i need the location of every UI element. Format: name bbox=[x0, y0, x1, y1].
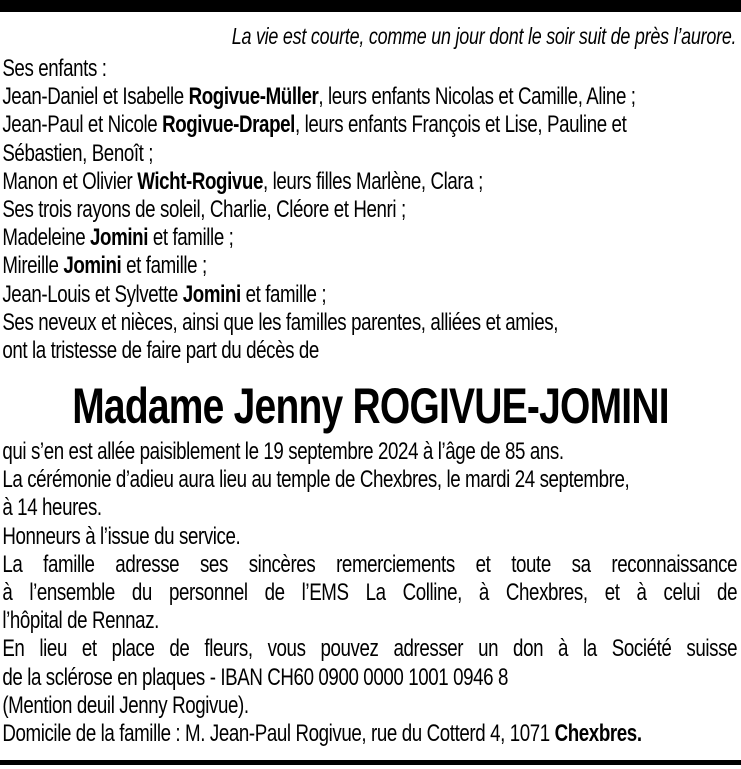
line-text: (Mention deuil Jenny Rogivue). bbox=[2, 691, 249, 719]
line-text: En lieu et place de fleurs, vous pouvez adresser un don à la Société suisse bbox=[2, 635, 738, 663]
line-text: , leurs enfants Nicolas et Camille, Aline ; bbox=[318, 83, 636, 111]
deceased-name-title: Madame Jenny ROGIVUE-JOMINI bbox=[72, 378, 669, 435]
line-text: Ses neveux et nièces, ainsi que les familles parentes, alliées et amies, bbox=[2, 308, 559, 336]
notice-line bbox=[2, 196, 737, 224]
details-section bbox=[0, 438, 741, 748]
notice-line bbox=[2, 309, 737, 337]
family-name-bold: Rogivue-Drapel bbox=[162, 111, 295, 139]
notice-line bbox=[2, 252, 737, 280]
notice-line bbox=[2, 281, 737, 309]
notice-line bbox=[2, 551, 737, 579]
family-name-bold: Jomini bbox=[182, 280, 241, 308]
line-text: Manon et Olivier bbox=[2, 167, 138, 195]
line-text: La cérémonie d’adieu aura lieu au temple de Chexbres, le mardi 24 septembre, bbox=[2, 466, 630, 494]
family-name-bold: Jomini bbox=[90, 224, 149, 252]
line-text: , leurs enfants François et Lise, Pauline et bbox=[294, 111, 627, 139]
epigraph-quote: La vie est courte, comme un jour dont le soir suit de près l’aurore. bbox=[231, 23, 737, 49]
family-section bbox=[0, 55, 741, 365]
notice-line bbox=[2, 140, 737, 168]
notice-line bbox=[2, 692, 737, 720]
line-text: Jean-Louis et Sylvette bbox=[2, 280, 183, 308]
notice-line bbox=[2, 438, 737, 466]
family-name-bold: Wicht-Rogivue bbox=[137, 167, 264, 195]
notice-line bbox=[2, 579, 737, 607]
notice-line bbox=[2, 523, 737, 551]
line-text: qui s’en est allée paisiblement le 19 septembre 2024 à l’âge de 85 ans. bbox=[2, 438, 564, 466]
line-text: Ses enfants : bbox=[2, 55, 107, 82]
family-name-bold: Jomini bbox=[63, 252, 122, 280]
line-text: La famille adresse ses sincères remerciements et toute sa reconnaissance bbox=[2, 550, 738, 578]
line-text: Domicile de la famille : M. Jean-Paul Rogivue, rue du Cotterd 4, 1071 bbox=[2, 720, 555, 748]
notice-line bbox=[2, 664, 737, 692]
notice-line bbox=[2, 466, 737, 494]
line-text: l’hôpital de Rennaz. bbox=[2, 607, 159, 635]
line-text: Jean-Daniel et Isabelle bbox=[2, 83, 189, 111]
line-text: Ses trois rayons de soleil, Charlie, Cléore et Henri ; bbox=[2, 196, 406, 224]
line-text: Jean-Paul et Nicole bbox=[2, 111, 163, 139]
notice-line bbox=[2, 224, 737, 252]
notice-line bbox=[2, 635, 737, 663]
notice-line bbox=[2, 720, 737, 748]
line-text: Mireille bbox=[2, 252, 64, 280]
notice-line bbox=[2, 168, 737, 196]
notice-line bbox=[2, 337, 737, 365]
line-text: , leurs filles Marlène, Clara ; bbox=[263, 167, 483, 195]
line-text: Madeleine bbox=[2, 224, 91, 252]
line-text: à l’ensemble du personnel de l’EMS La Colline, à Chexbres, et à celui de bbox=[2, 579, 738, 607]
notice-line bbox=[2, 55, 737, 83]
notice-line bbox=[2, 83, 737, 111]
line-text: Honneurs à l’issue du service. bbox=[2, 522, 241, 550]
line-text: de la sclérose en plaques - IBAN CH60 0900 0000 1001 0946 8 bbox=[2, 663, 509, 691]
line-text: et famille ; bbox=[240, 280, 327, 308]
line-text: et famille ; bbox=[148, 224, 234, 252]
notice-line bbox=[2, 607, 737, 635]
line-text: et famille ; bbox=[121, 252, 207, 280]
family-name-bold: Chexbres. bbox=[554, 720, 642, 748]
family-name-bold: Rogivue-Müller bbox=[188, 83, 319, 111]
notice-line bbox=[2, 494, 737, 522]
line-text: à 14 heures. bbox=[2, 494, 102, 522]
bottom-border-rule bbox=[0, 760, 741, 765]
line-text: Sébastien, Benoît ; bbox=[2, 139, 154, 167]
line-text: ont la tristesse de faire part du décès de bbox=[2, 337, 319, 365]
notice-line bbox=[2, 111, 737, 139]
